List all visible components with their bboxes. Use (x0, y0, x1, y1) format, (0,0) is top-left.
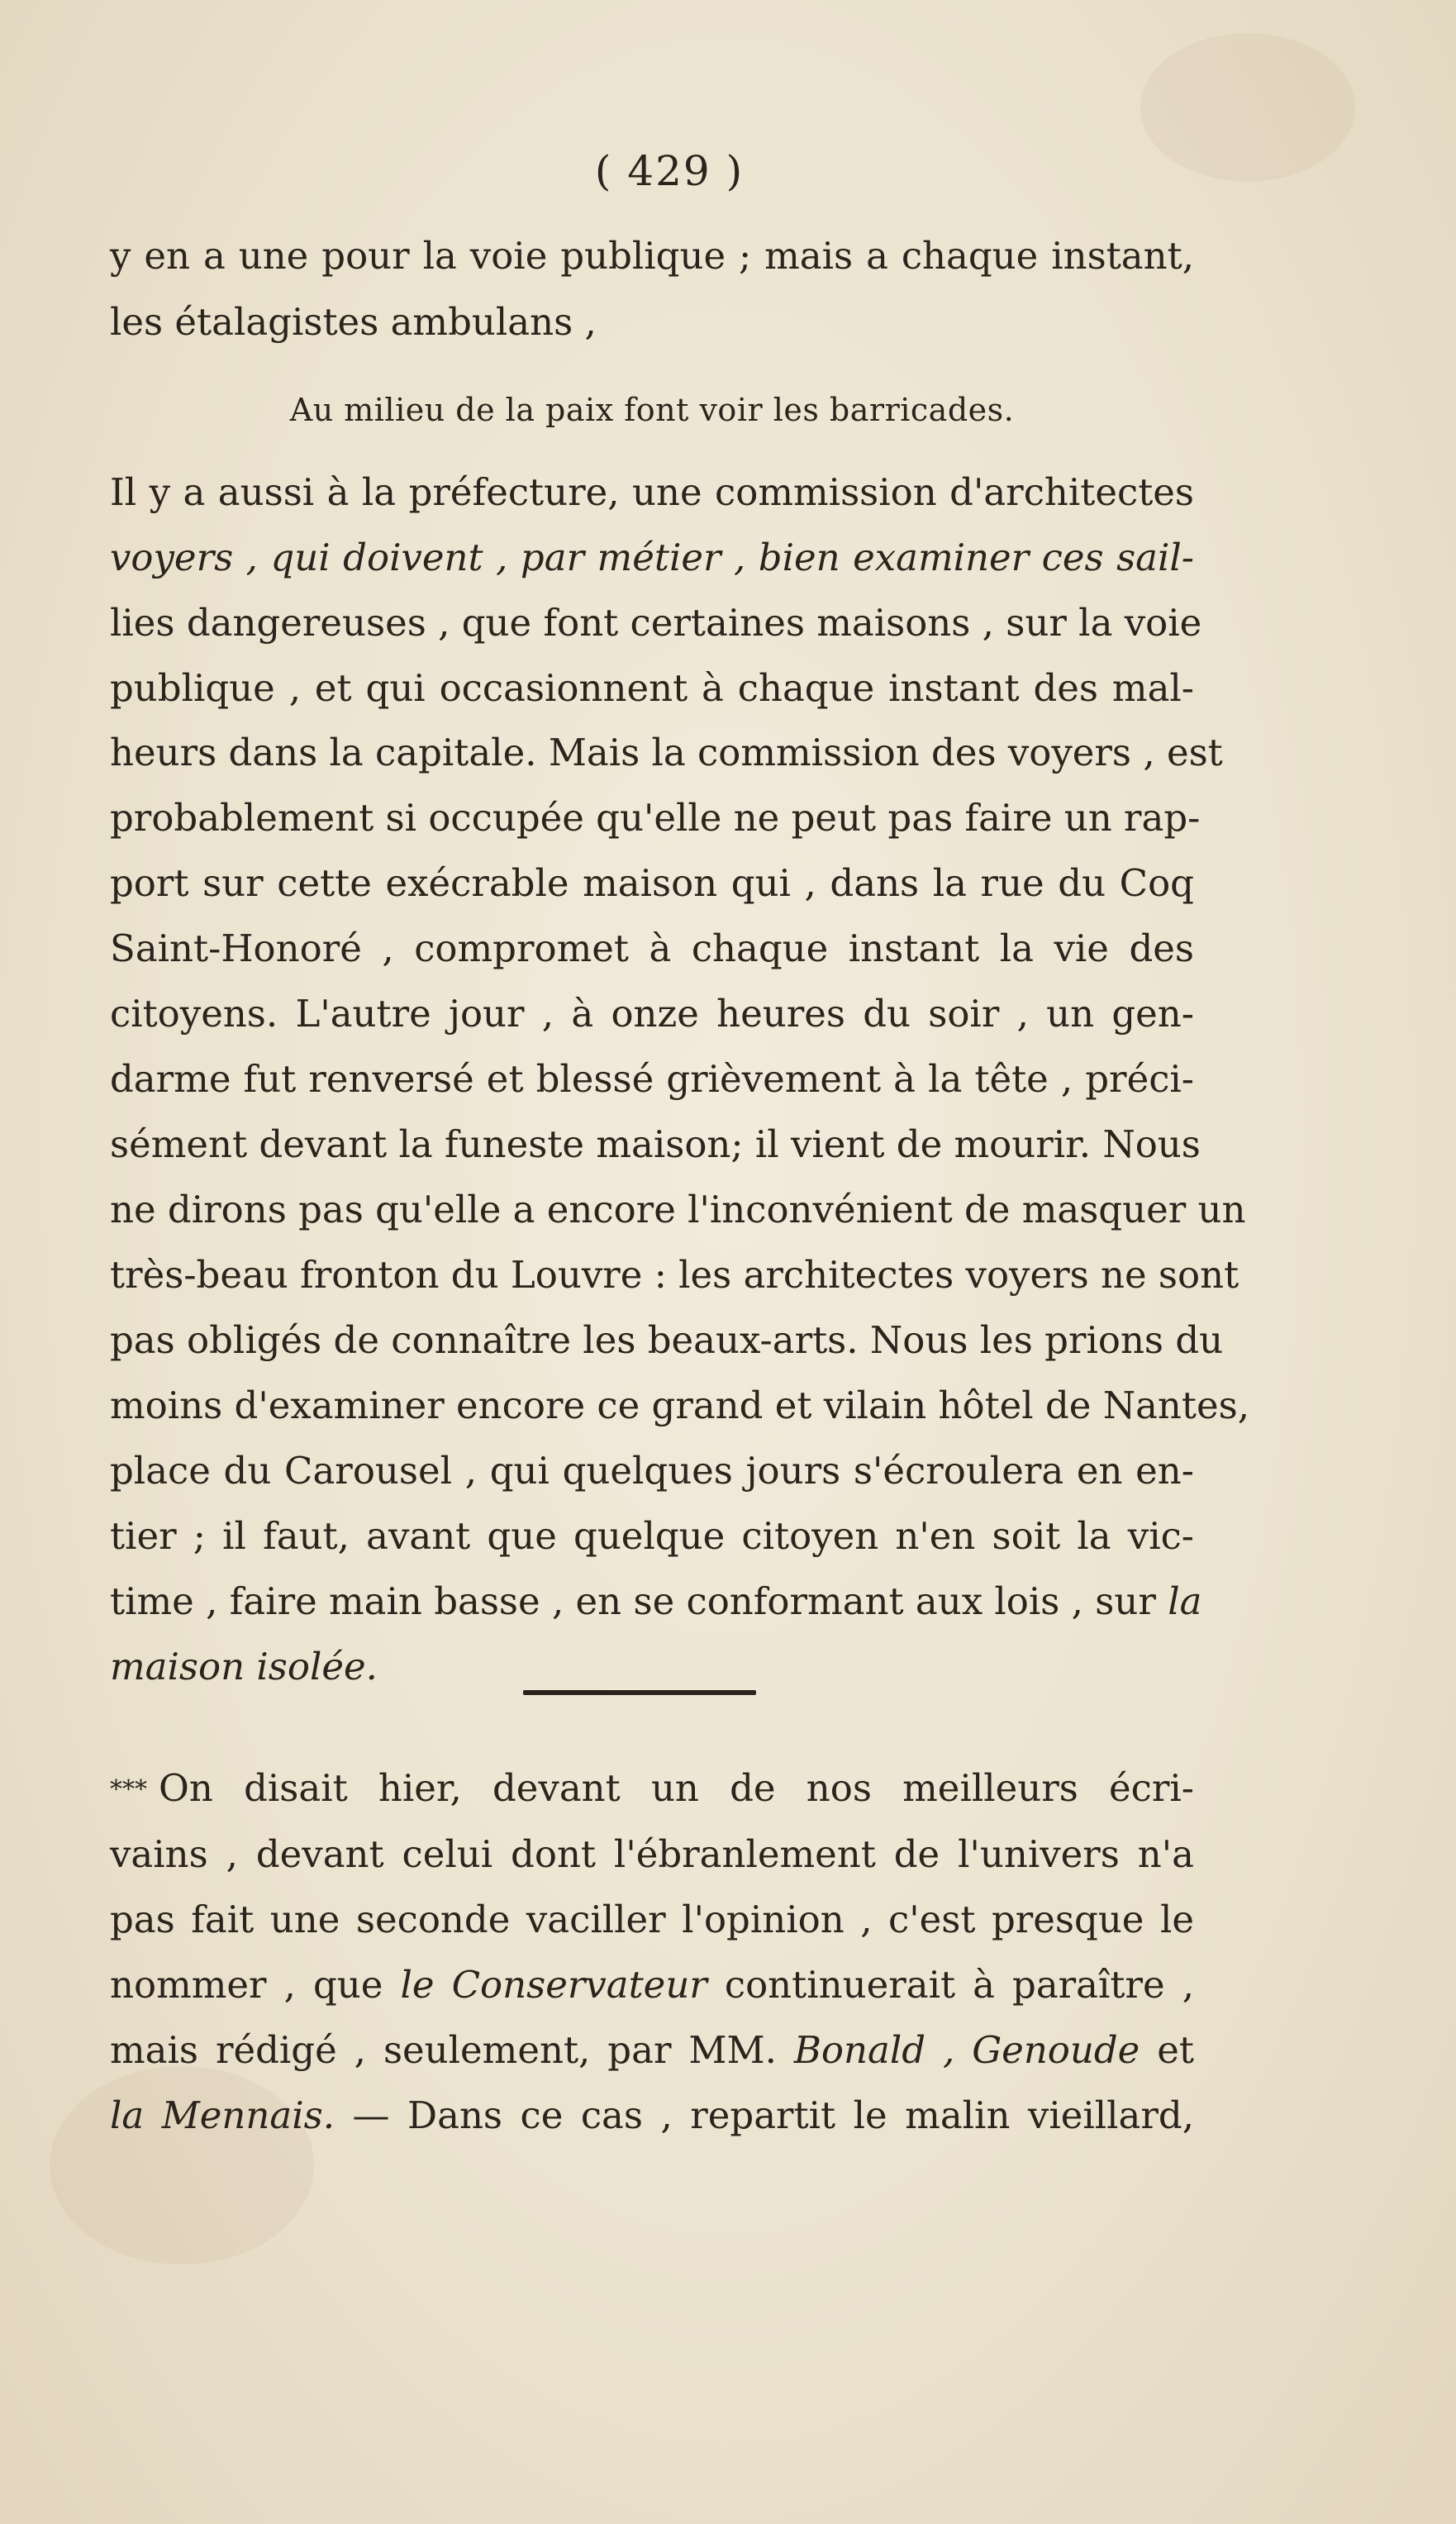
asterism: *** (110, 1775, 147, 1804)
text-line: tier ; il faut, avant que quelque citoyen n'en soit la vic- (110, 1514, 1194, 1558)
text-line: probablement si occupée qu'elle ne peut pas faire un rap- (110, 796, 1201, 840)
italic-title: le Conservateur (400, 1963, 707, 2007)
text-line: sément devant la funeste maison; il vient de mourir. Nous (110, 1122, 1201, 1166)
text-span: On disait hier, devant un de nos meilleurs écri- (159, 1766, 1194, 1810)
text-line: vains , devant celui dont l'ébranlement de l'univers n'a (110, 1832, 1194, 1876)
text-line: y en a une pour la voie publique ; mais a chaque instant, (110, 234, 1194, 278)
text-line: citoyens. L'autre jour , à onze heures du soir , un gen- (110, 992, 1194, 1036)
text-span: mais rédigé , seulement, par MM. (110, 2028, 777, 2072)
verse-quote: Au milieu de la paix font voir les barricades. (289, 392, 1015, 428)
text-line (110, 1570, 1202, 1633)
text-line: les étalagistes ambulans , (110, 300, 597, 344)
italic-word: la (1168, 1579, 1202, 1623)
text-line (110, 1954, 1194, 2017)
text-line: ne dirons pas qu'elle a encore l'inconvénient de masquer un (110, 1188, 1246, 1231)
text-line (110, 2084, 1194, 2147)
text-line (110, 526, 1194, 589)
text-line: publique , et qui occasionnent à chaque instant des mal- (110, 666, 1194, 710)
section-divider (523, 1690, 756, 1695)
text-span: nommer , que (110, 1963, 383, 2007)
text-line: lies dangereuses , que font certaines maisons , sur la voie (110, 601, 1202, 645)
italic-word: voyers , qui doivent , par métier , bien examiner ces sail- (110, 536, 1194, 579)
text-line (110, 1636, 1194, 1698)
italic-names: Bonald , Genoude (793, 2028, 1140, 2072)
page-number: ( 429 ) (594, 147, 745, 195)
text-span: et (1157, 2028, 1194, 2072)
text-line: Il y a aussi à la préfecture, une commission d'architectes (110, 470, 1194, 514)
text-line: heurs dans la capitale. Mais la commission des voyers , est (110, 731, 1223, 774)
text-line: très-beau fronton du Louvre : les architectes voyers ne sont (110, 1253, 1240, 1297)
text-line: Saint-Honoré , compromet à chaque instant la vie des (110, 926, 1194, 970)
text-span: time , faire main basse , en se conformant aux lois , sur (110, 1579, 1156, 1623)
italic-phrase: maison isolée. (110, 1645, 378, 1688)
text-line: pas fait une seconde vaciller l'opinion , c'est presque le (110, 1898, 1194, 1941)
italic-name: la Mennais. (110, 2093, 335, 2137)
text-span: continuerait à paraître , (724, 1963, 1194, 2007)
text-line: port sur cette exécrable maison qui , dans la rue du Coq (110, 861, 1194, 905)
text-line: pas obligés de connaître les beaux-arts. Nous les prions du (110, 1318, 1224, 1362)
text-line: darme fut renversé et blessé grièvement à la tête , préci- (110, 1057, 1194, 1101)
text-line (110, 1757, 1194, 1822)
text-span: — Dans ce cas , repartit le malin vieillard, (352, 2093, 1194, 2137)
text-line (110, 2019, 1194, 2082)
text-line: place du Carousel , qui quelques jours s'écroulera en en- (110, 1449, 1194, 1493)
text-line: moins d'examiner encore ce grand et vilain hôtel de Nantes, (110, 1383, 1250, 1427)
